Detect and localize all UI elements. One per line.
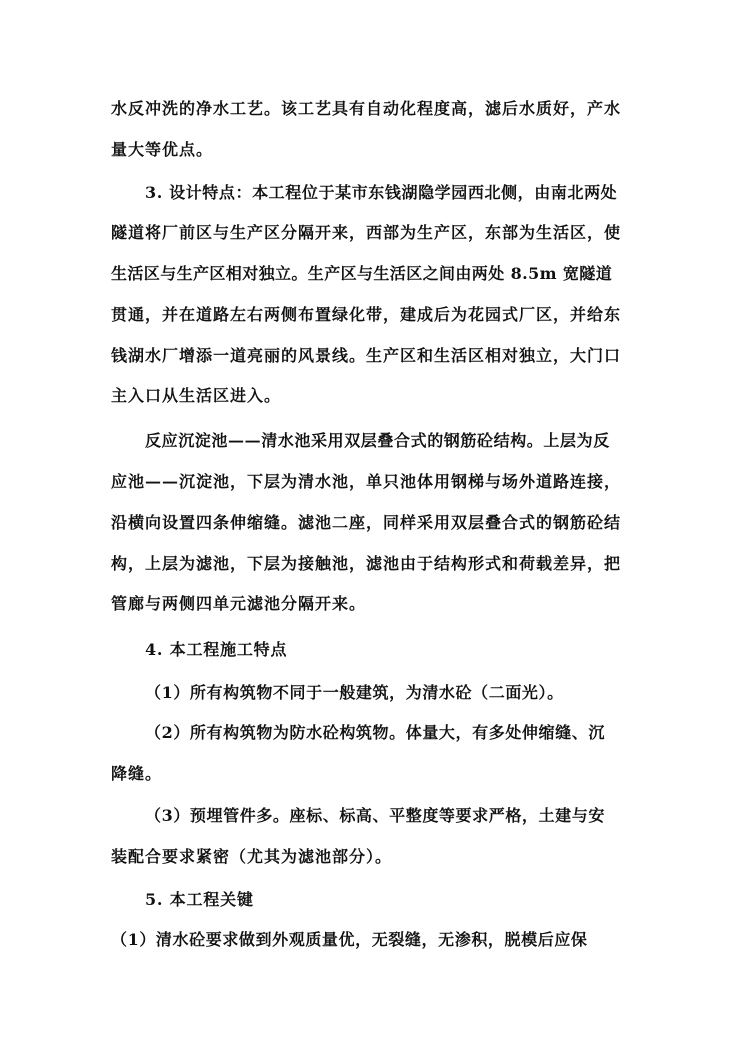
body-text-line: 隧道将厂前区与生产区分隔开来，西部为生产区，东部为生活区，使 (111, 223, 622, 242)
body-text-line: 钱湖水厂增添一道亮丽的风景线。生产区和生活区相对独立，大门口 (111, 346, 622, 365)
section-4-heading: 4. 本工程施工特点 (145, 640, 288, 659)
body-text-line: 沿横向设置四条伸缩缝。滤池二座，同样采用双层叠合式的钢筋砼结 (111, 513, 622, 532)
body-text-line: 反应沉淀池——清水池采用双层叠合式的钢筋砼结构。上层为反 (145, 431, 610, 450)
list-item-text: （1）清水砼要求做到外观质量优，无裂缝，无渗积，脱模后应保 (111, 930, 588, 949)
body-text-line: 应池——沉淀池，下层为清水池，单只池体用钢梯与场外道路连接， (111, 472, 622, 491)
list-item-text: （2）所有构筑物为防水砼构筑物。体量大，有多处伸缩缝、沉 (145, 723, 605, 742)
body-text-line: 水反冲洗的净水工艺。该工艺具有自动化程度高，滤后水质好，产水 (111, 99, 622, 118)
body-text-line: 构，上层为滤池，下层为接触池，滤池由于结构形式和荷载差异，把 (111, 554, 622, 573)
body-text-line: 贯通，并在道路左右两侧布置绿化带，建成后为花园式厂区，并给东 (111, 305, 622, 324)
body-text-line: 生活区与生产区相对独立。生产区与生活区之间由两处 8.5m 宽隧道 (111, 264, 613, 283)
list-item-text: 装配合要求紧密（尤其为滤池部分）。 (111, 847, 393, 866)
list-item-text: 降缝。 (111, 764, 163, 783)
section-3-heading-line: 3. 设计特点：本工程位于某市东钱湖隐学园西北侧，由南北两处 (145, 183, 618, 202)
section-5-heading: 5. 本工程关键 (145, 890, 254, 909)
body-text-line: 主入口从生活区进入。 (111, 386, 282, 405)
list-item-text: （1）所有构筑物不同于一般建筑，为清水砼（二面光）。 (145, 683, 564, 702)
body-text-line: 管廊与两侧四单元滤池分隔开来。 (111, 594, 367, 613)
list-item-text: （3）预埋管件多。座标、标高、平整度等要求严格，土建与安 (145, 806, 605, 825)
body-text-line: 量大等优点。 (111, 140, 214, 159)
